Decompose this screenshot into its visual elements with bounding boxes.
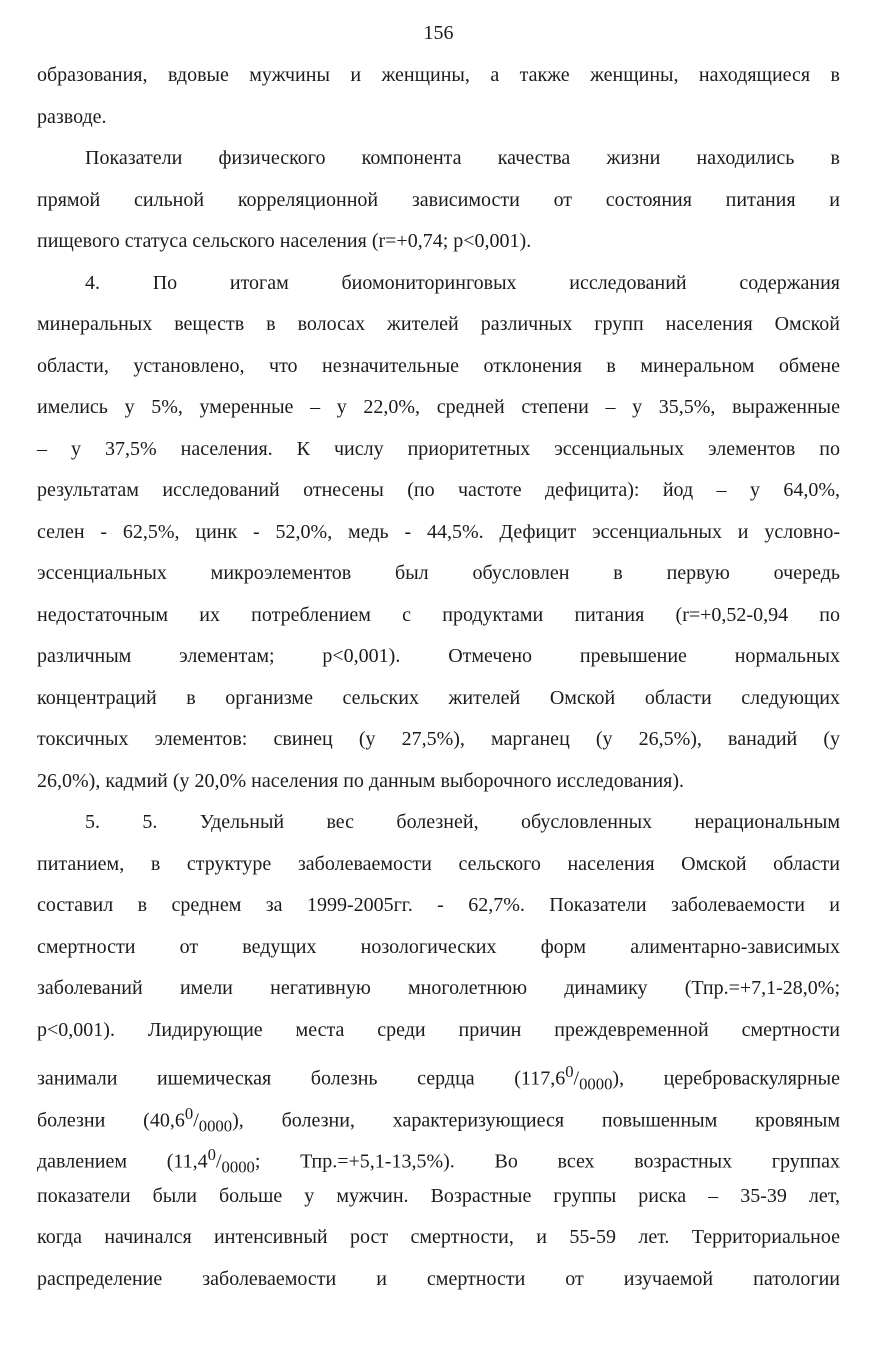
text-line: концентраций в организме сельских жителей Омской области следующих — [37, 686, 840, 709]
text-line: минеральных веществ в волосах жителей различных групп населения Омской — [37, 313, 840, 335]
page-number: 156 — [423, 22, 454, 44]
text-line: недостаточным их потреблением с продуктами питания (r=+0,52-0,94 по — [37, 603, 840, 626]
text-fragment: болезни (40,6 — [37, 1109, 185, 1132]
text-line: Показатели физического компонента качества жизни находились в — [85, 147, 840, 169]
text-line — [37, 1051, 840, 1093]
text-line — [37, 1093, 840, 1135]
text-line: 26,0%), кадмий (у 20,0% населения по данным выборочного исследования). — [37, 769, 685, 792]
text-line: 5. 5. Удельный вес болезней, обусловленных нерациональным — [85, 811, 840, 833]
text-line: заболеваний имели негативную многолетнюю динамику (Тпр.=+7,1-28,0%; — [37, 977, 840, 999]
text-line: пищевого статуса сельского населения (r=+0,74; p<0,001). — [37, 230, 532, 252]
text-fragment: ), цереброваскулярные — [612, 1067, 841, 1090]
text-line: когда начинался интенсивный рост смертности, и 55-59 лет. Территориальное — [37, 1226, 840, 1248]
text-line: 4. По итогам биомониторинговых исследований содержания — [85, 271, 840, 294]
text-fragment: 0 — [207, 1145, 216, 1164]
text-line: области, установлено, что незначительные отклонения в минеральном обмене — [37, 354, 840, 377]
text-line: результатам исследований отнесены (по частоте дефицита): йод – у 64,0%, — [37, 479, 840, 501]
text-fragment: давлением (11,4 — [37, 1150, 208, 1173]
text-line: имелись у 5%, умеренные – у 22,0%, средней степени – у 35,5%, выраженные — [37, 396, 840, 418]
text-line: образования, вдовые мужчины и женщины, а также женщины, находящиеся в — [37, 64, 840, 86]
body-text — [37, 55, 840, 1300]
text-line — [37, 1134, 840, 1176]
text-line: смертности от ведущих нозологических форм алиментарно-зависимых — [37, 935, 840, 958]
text-fragment: / — [193, 1109, 199, 1132]
text-line: разводе. — [37, 105, 107, 128]
text-fragment: ), болезни, характеризующиеся повышенным кровяным — [232, 1109, 840, 1132]
text-line: питанием, в структуре заболеваемости сельского населения Омской области — [37, 852, 840, 875]
text-line: показатели были больше у мужчин. Возрастные группы риска – 35-39 лет, — [37, 1184, 840, 1207]
text-line: прямой сильной корреляционной зависимости от состояния питания и — [37, 188, 840, 211]
text-fragment: ; Тпр.=+5,1-13,5%). Во всех возрастных группах — [254, 1150, 840, 1173]
text-fragment: 0000 — [579, 1074, 613, 1094]
text-fragment: 0000 — [221, 1157, 255, 1177]
text-fragment: занимали ишемическая болезнь сердца (117,6 — [37, 1067, 566, 1090]
text-fragment: 0 — [184, 1103, 194, 1123]
text-fragment: / — [215, 1150, 222, 1173]
text-line: эссенциальных микроэлементов был обусловлен в первую очередь — [37, 562, 840, 584]
text-fragment: 0 — [565, 1062, 574, 1081]
text-line: распределение заболеваемости и смертности от изучаемой патологии — [37, 1267, 840, 1290]
text-line: различным элементам; p<0,001). Отмечено превышение нормальных — [37, 645, 840, 667]
text-line: составил в среднем за 1999-2005гг. - 62,7%. Показатели заболеваемости и — [37, 894, 840, 916]
text-fragment: 0000 — [198, 1116, 233, 1136]
text-line: селен - 62,5%, цинк - 52,0%, медь - 44,5%. Дефицит эссенциальных и условно- — [37, 520, 840, 543]
text-line: токсичных элементов: свинец (у 27,5%), марганец (у 26,5%), ванадий (у — [37, 728, 840, 750]
text-line: p<0,001). Лидирующие места среди причин преждевременной смертности — [37, 1018, 840, 1041]
text-line: – у 37,5% населения. К числу приоритетных эссенциальных элементов по — [37, 437, 840, 460]
text-fragment: / — [573, 1067, 580, 1090]
